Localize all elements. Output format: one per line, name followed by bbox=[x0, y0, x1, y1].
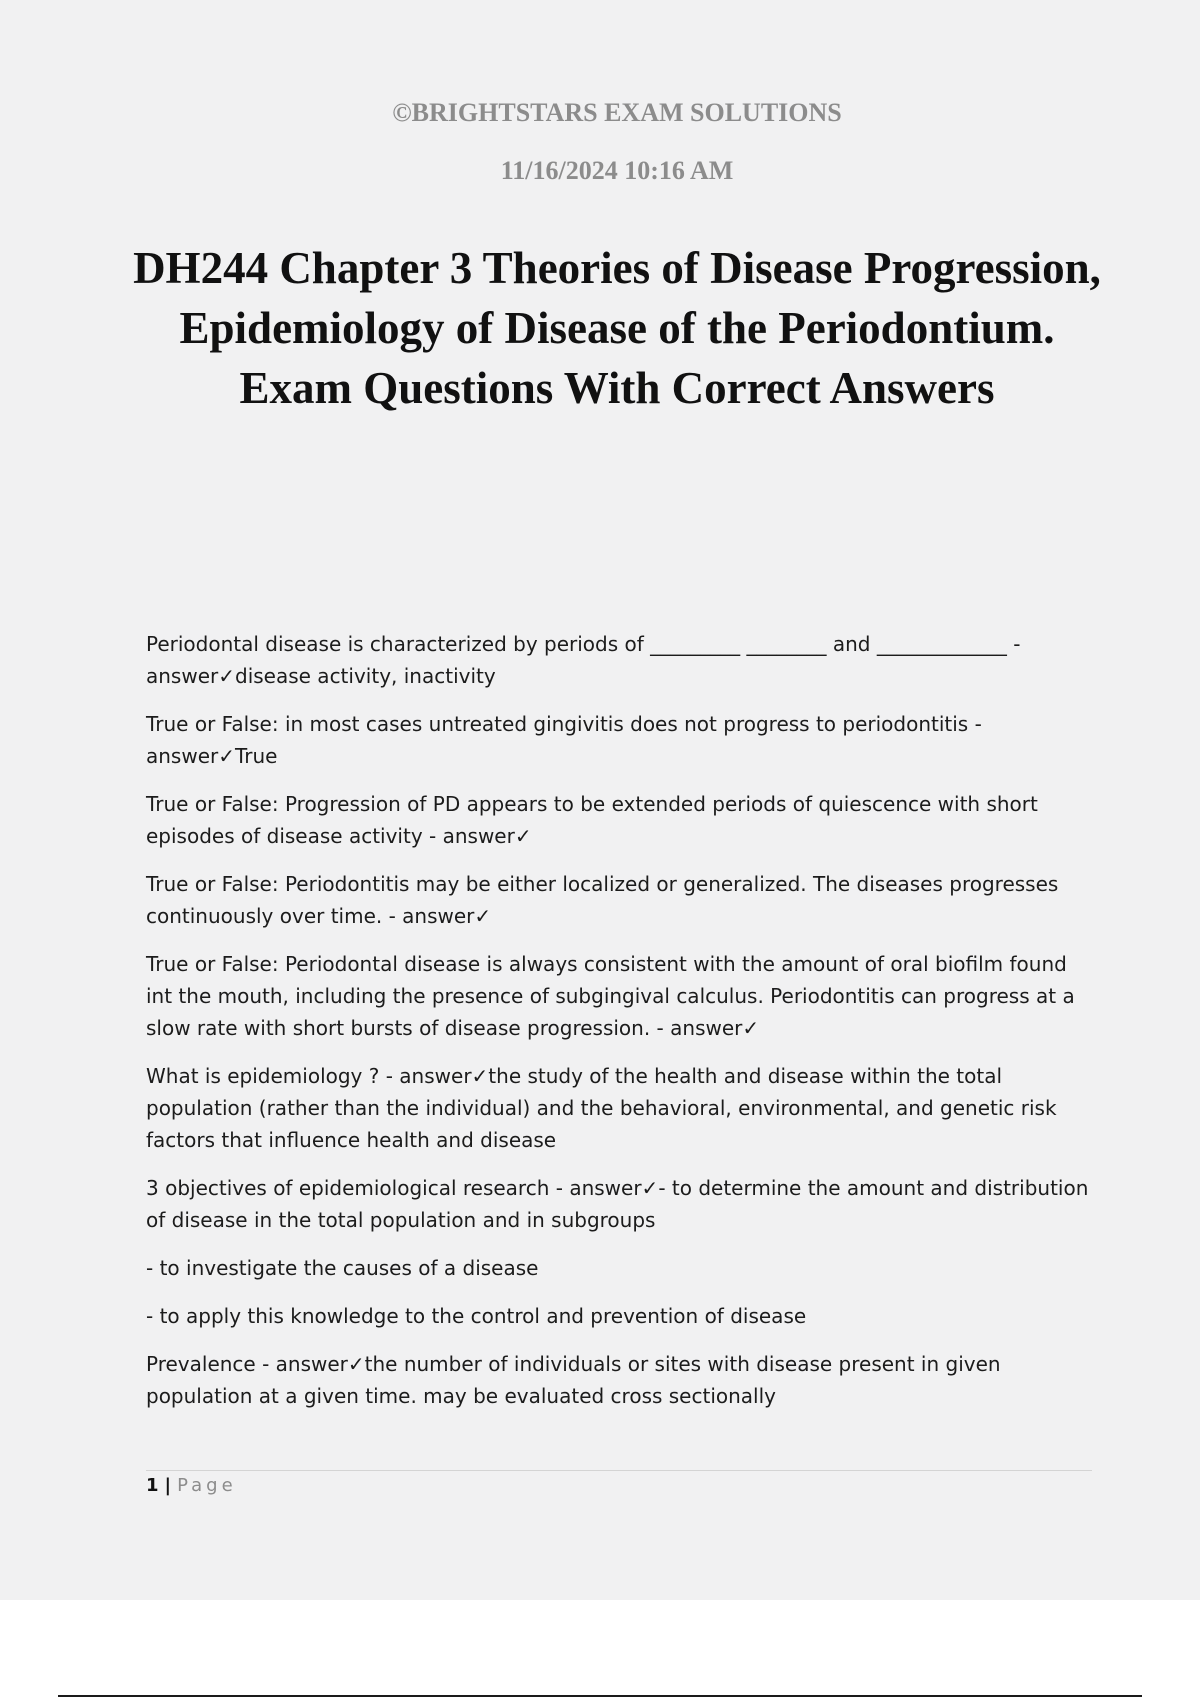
footer-separator: | bbox=[164, 1475, 172, 1496]
qa-paragraph: True or False: in most cases untreated gingivitis does not progress to periodontitis - answer✓True bbox=[146, 712, 982, 768]
qa-paragraph: True or False: Periodontal disease is always consistent with the amount of oral biofilm found int the mouth, including the presence of subgingival calculus. Periodontitis can progress at a slow rate with short bursts of disease progression. - answer✓ bbox=[146, 952, 1075, 1040]
qa-paragraph: True or False: Progression of PD appears to be extended periods of quiescence with short episodes of disease activity - answer✓ bbox=[146, 792, 1038, 848]
page-number: 1 bbox=[146, 1475, 159, 1496]
qa-paragraph: True or False: Periodontitis may be either localized or generalized. The diseases progresses continuously over time. - answer✓ bbox=[146, 872, 1059, 928]
qa-paragraph: What is epidemiology ? - answer✓the study of the health and disease within the total population (rather than the individual) and the behavioral, environmental, and genetic risk factors that influence health and disease bbox=[146, 1064, 1057, 1152]
qa-paragraph: Prevalence - answer✓the number of individuals or sites with disease present in given population at a given time. may be evaluated cross sectionally bbox=[146, 1352, 1001, 1408]
qa-paragraph: Periodontal disease is characterized by periods of _________ ________ and _____________ - answer✓disease activity, inactivity bbox=[146, 632, 1021, 688]
document-header bbox=[0, 96, 1200, 212]
header-datetime: 11/16/2024 10:16 AM bbox=[500, 156, 734, 185]
next-page-divider bbox=[58, 1695, 1142, 1697]
footer-divider bbox=[146, 1470, 1092, 1471]
page-label: Page bbox=[177, 1475, 237, 1496]
qa-paragraph: - to apply this knowledge to the control and prevention of disease bbox=[146, 1304, 807, 1328]
document-title: DH244 Chapter 3 Theories of Disease Progression, Epidemiology of Disease of the Periodontium. Exam Questions With Correct Answers bbox=[133, 243, 1101, 413]
qa-paragraph: 3 objectives of epidemiological research - answer✓- to determine the amount and distribution of disease in the total population and in subgroups bbox=[146, 1176, 1089, 1232]
qa-paragraph: - to investigate the causes of a disease bbox=[146, 1256, 539, 1280]
copyright-notice: ©BRIGHTSTARS EXAM SOLUTIONS bbox=[392, 98, 842, 127]
page-footer bbox=[146, 1474, 237, 1498]
document-body bbox=[146, 628, 1096, 1428]
